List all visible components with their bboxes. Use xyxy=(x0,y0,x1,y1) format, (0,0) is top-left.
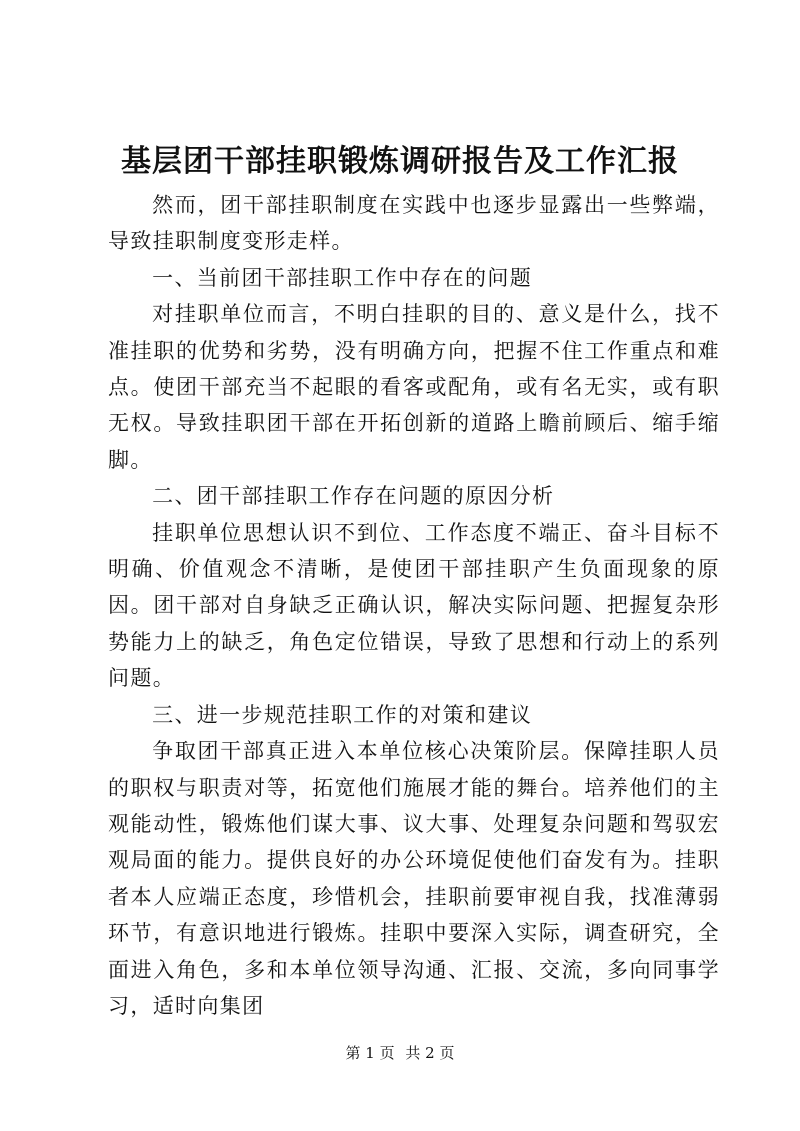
paragraph-causes: 挂职单位思想认识不到位、工作态度不端正、奋斗目标不明确、价值观念不清晰，是使团干部挂职产生负面现象的原因。团干部对自身缺乏正确认识，解决实际问题、把握复杂形势能力上的缺乏，角色定位错误，导致了思想和行动上的系列问题。 xyxy=(108,520,720,691)
document-body xyxy=(108,187,720,1024)
paragraph-problems: 对挂职单位而言，不明白挂职的目的、意义是什么，找不准挂职的优势和劣势，没有明确方向，把握不住工作重点和难点。使团干部充当不起眼的看客或配角，或有名无实，或有职无权。导致挂职团干部在开拓创新的道路上瞻前顾后、缩手缩脚。 xyxy=(108,302,720,472)
section-heading-3: 三、进一步规范挂职工作的对策和建议 xyxy=(152,702,533,727)
paragraph-suggestions: 争取团干部真正进入本单位核心决策阶层。保障挂职人员的职权与职责对等，拓宽他们施展才能的舞台。培养他们的主观能动性，锻炼他们谋大事、议大事、处理复杂问题和驾驭宏观局面的能力。提供良好的办公环境促使他们奋发有为。挂职者本人应端正态度，珍惜机会，挂职前要审视自我，找准薄弱环节，有意识地进行锻炼。挂职中要深入实际，调查研究，全面进入角色，多和本单位领导沟通、汇报、交流，多向同事学习，适时向集团 xyxy=(108,739,720,1018)
page-footer xyxy=(0,1043,800,1063)
document-title: 基层团干部挂职锻炼调研报告及工作汇报 xyxy=(121,144,679,179)
page-number-total: 共 2 页 xyxy=(405,1044,455,1062)
section-heading-2: 二、团干部挂职工作存在问题的原因分析 xyxy=(152,484,555,509)
page-number-current: 第 1 页 xyxy=(345,1044,395,1062)
section-heading-1: 一、当前团干部挂职工作中存在的问题 xyxy=(152,265,533,290)
paragraph-intro: 然而，团干部挂职制度在实践中也逐步显露出一些弊端，导致挂职制度变形走样。 xyxy=(108,193,720,254)
